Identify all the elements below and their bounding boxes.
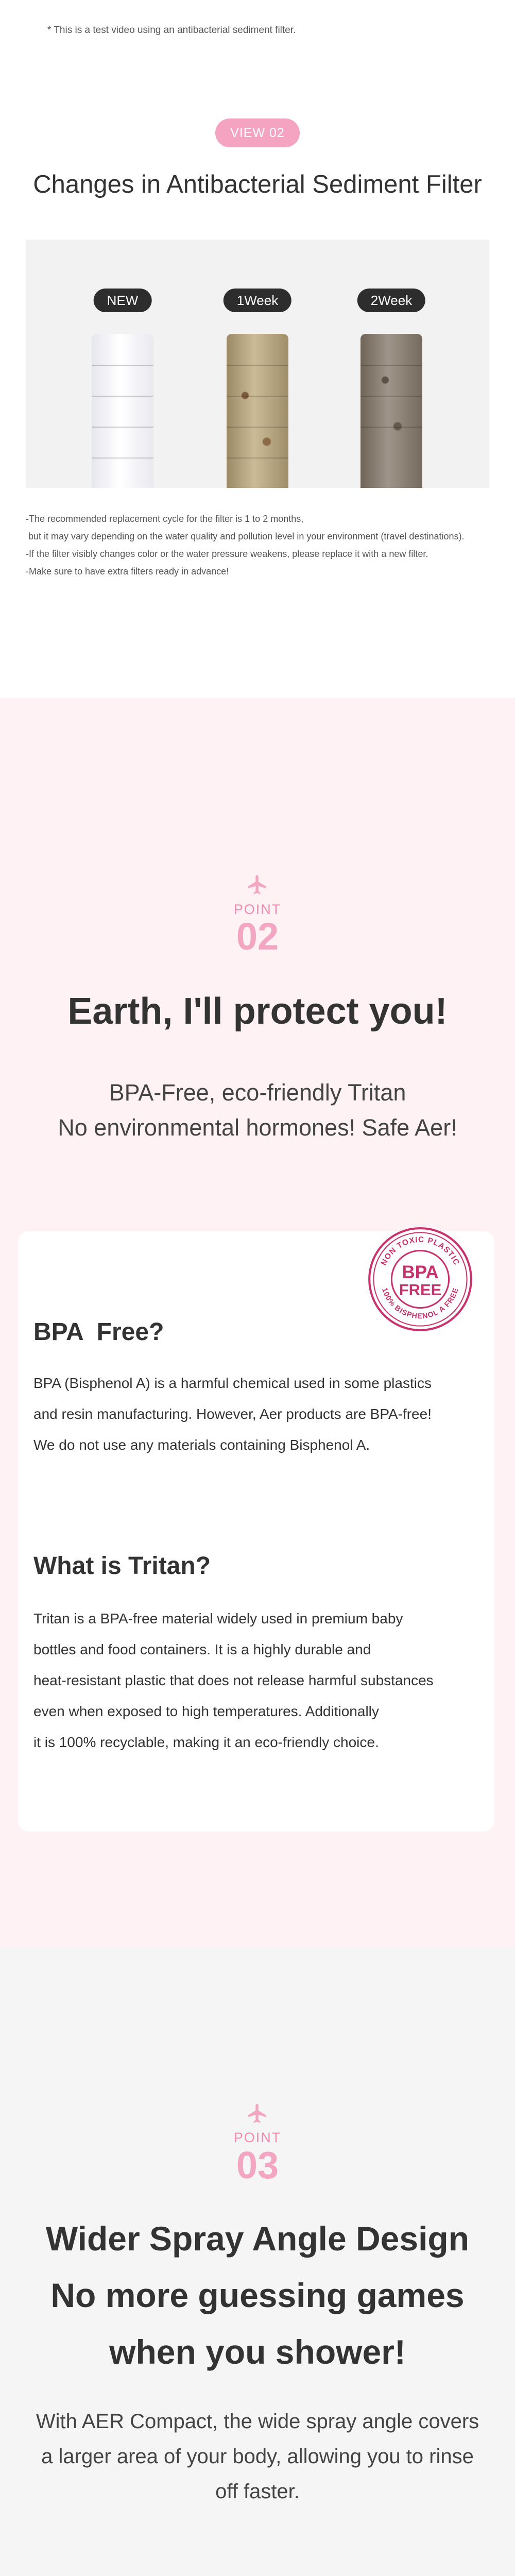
badge-bottom-text: 100% BISPHENOL A FREE [380, 1286, 460, 1321]
filter-1week [219, 240, 296, 488]
airplane-icon [246, 2102, 269, 2125]
bpa-line: and resin manufacturing. However, Aer products are BPA-free! [33, 1406, 432, 1422]
filter-label-1week: 1Week [224, 289, 291, 312]
filter-new [84, 240, 161, 488]
filter-change-title: Changes in Antibacterial Sediment Filter [33, 171, 482, 198]
tritan-line: heat-resistant plastic that does not release harmful substances [33, 1672, 434, 1688]
bpa-line: We do not use any materials containing Bisphenol A. [33, 1437, 370, 1453]
tritan-line: Tritan is a BPA-free material widely used in premium baby [33, 1611, 403, 1626]
bpa-description [33, 1368, 476, 1461]
filter-2week [353, 240, 430, 488]
section-title-line: No more guessing games [50, 2276, 465, 2314]
filter-label-new: NEW [94, 289, 152, 312]
info-line: -Make sure to have extra filters ready in advance! [26, 566, 229, 577]
body-line: With AER Compact, the wide spray angle covers [36, 2410, 479, 2433]
bpa-line: BPA (Bisphenol A) is a harmful chemical used in some plastics [33, 1375, 432, 1391]
subtitle-line: No environmental hormones! Safe Aer! [58, 1114, 457, 1141]
point-number: 02 [236, 915, 279, 958]
body-line: off faster. [215, 2480, 300, 2503]
view-02-badge: VIEW 02 [215, 118, 300, 147]
filter-cartridge-new [92, 334, 153, 488]
point-number: 03 [236, 2144, 279, 2187]
point-03-section [0, 1947, 515, 2576]
section-title-line: when you shower! [109, 2333, 406, 2371]
tritan-line: bottles and food containers. It is a highly durable and [33, 1641, 371, 1657]
filter-cartridge-1week [227, 334, 288, 488]
airplane-icon [246, 873, 269, 896]
badge-top-text: NON TOXIC PLASTIC [379, 1235, 461, 1267]
point-label: POINT [233, 2130, 282, 2145]
section-title-line: Wider Spray Angle Design [45, 2219, 470, 2258]
section-title: Earth, I'll protect you! [67, 991, 448, 1032]
badge-bpa-text: BPA [402, 1262, 439, 1282]
filter-change-section [0, 0, 515, 698]
filter-info-text [26, 510, 464, 580]
info-line: -The recommended replacement cycle for the filter is 1 to 2 months, [26, 514, 304, 524]
subtitle-line: BPA-Free, eco-friendly Tritan [109, 1079, 406, 1106]
filter-cartridge-2week [360, 334, 422, 488]
tritan-heading: What is Tritan? [33, 1552, 211, 1580]
tritan-line: it is 100% recyclable, making it an eco-friendly choice. [33, 1734, 379, 1750]
bpa-heading: BPA Free? [33, 1318, 164, 1346]
info-line: -If the filter visibly changes color or the water pressure weakens, please replace it with a new filter. [26, 549, 428, 559]
tritan-description [33, 1603, 476, 1758]
bpa-free-badge [367, 1226, 473, 1332]
filter-comparison-image [26, 240, 489, 488]
badge-free-text: FREE [399, 1280, 442, 1299]
tritan-line: even when exposed to high temperatures. Additionally [33, 1703, 379, 1719]
point-label: POINT [233, 902, 282, 917]
body-line: a larger area of your body, allowing you to rinse [41, 2445, 474, 2468]
test-video-note: * This is a test video using an antibacterial sediment filter. [47, 25, 296, 36]
info-line: but it may vary depending on the water quality and pollution level in your environment (travel destinations). [26, 531, 465, 541]
filter-label-2week: 2Week [357, 289, 425, 312]
